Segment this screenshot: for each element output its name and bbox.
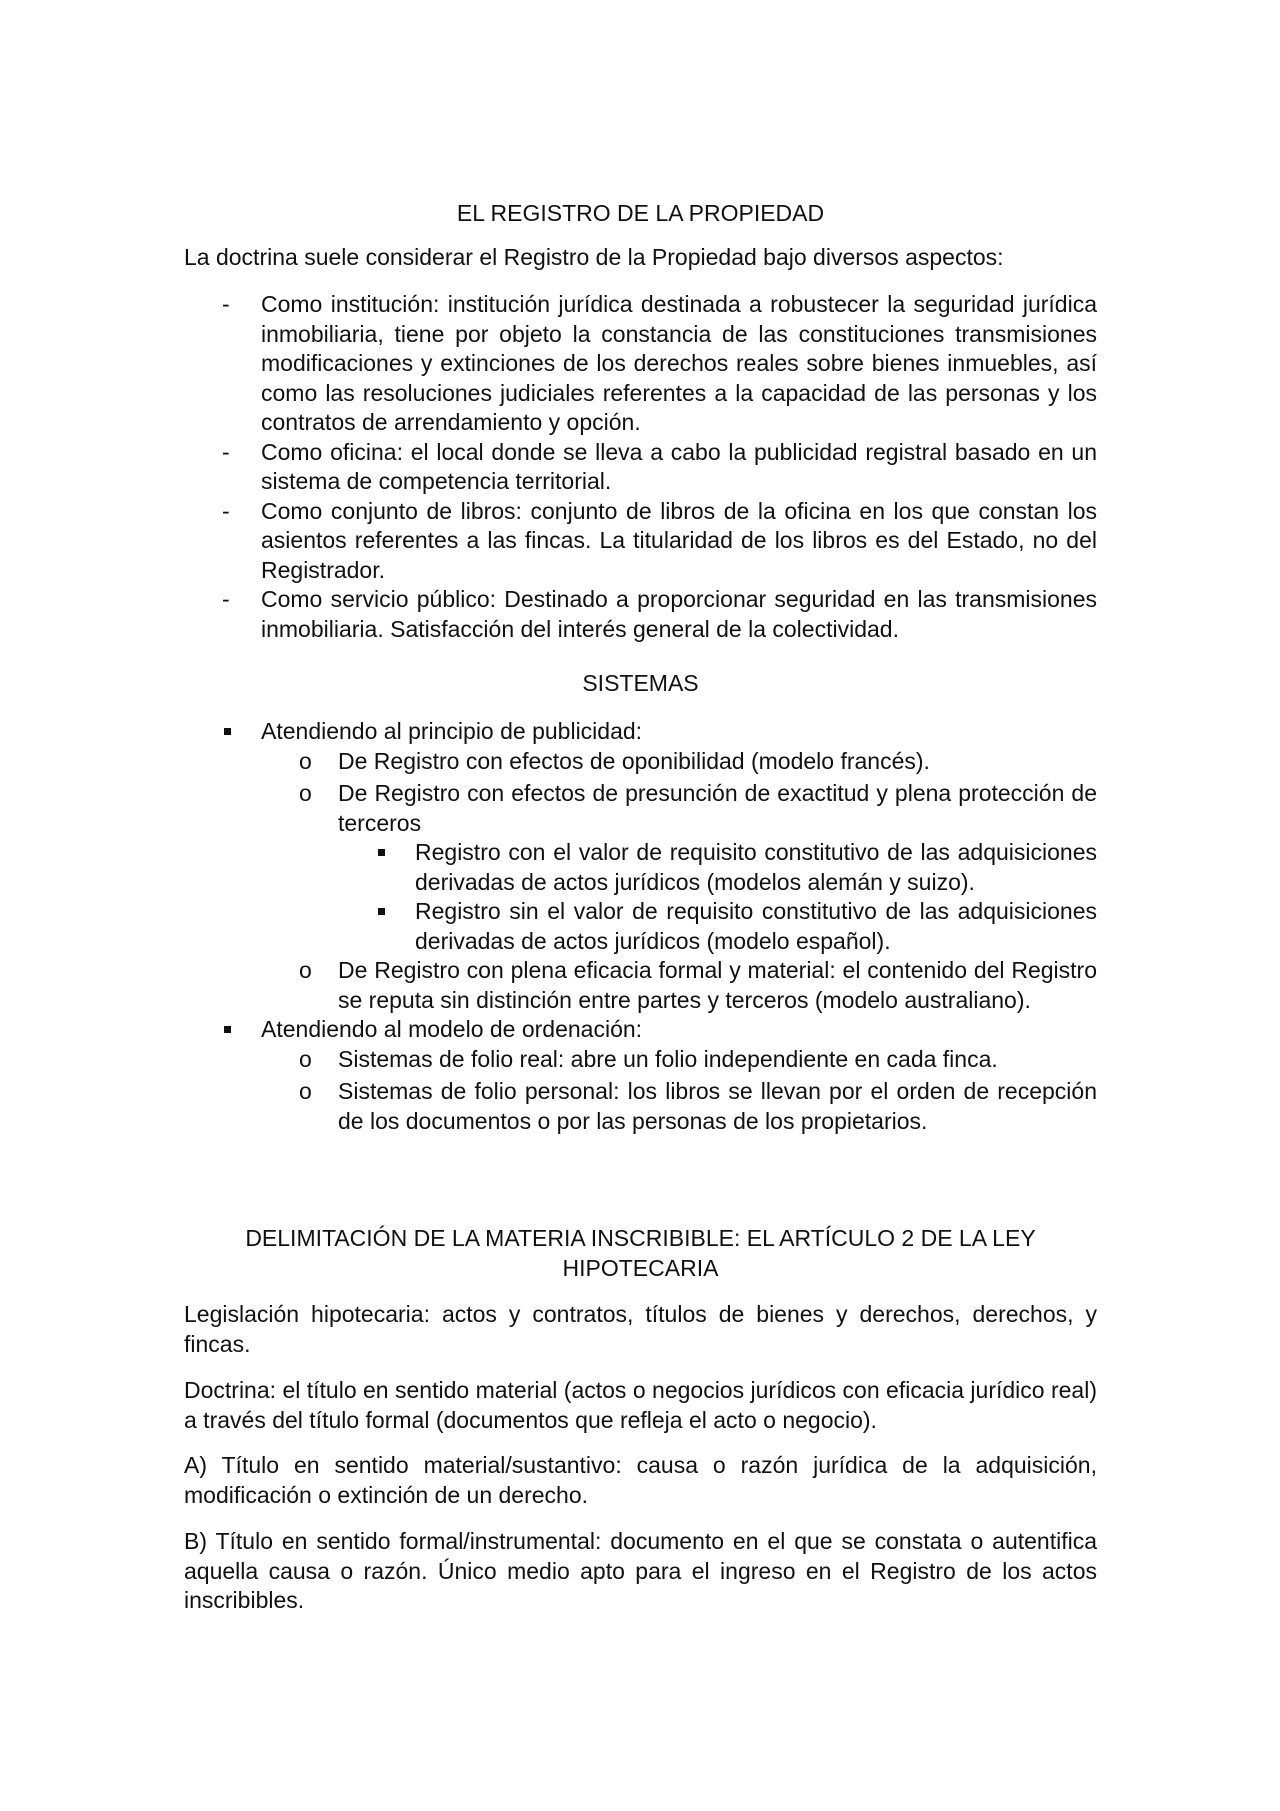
list-item xyxy=(261,956,1097,1015)
list-item xyxy=(261,779,1097,956)
paragraph-titulo-formal: B) Título en sentido formal/instrumental: documento en el que se constata o autentifica aquella causa o razón. Único medio apto para el ingreso en el Registro de los actos inscribibles. xyxy=(184,1528,1097,1613)
circle-marker: o xyxy=(299,747,312,774)
heading-line: DELIMITACIÓN DE LA MATERIA INSCRIBIBLE: EL ARTÍCULO 2 DE LA LEY xyxy=(245,1225,1036,1251)
circle-marker: o xyxy=(299,957,312,983)
list-item xyxy=(184,438,1097,497)
list-item-text: De Registro con plena eficacia formal y material: el contenido del Registro se reputa sin distinción entre partes y terceros (modelo australiano). xyxy=(338,957,1097,1013)
list-item-text: Como institución: institución jurídica destinada a robustecer la seguridad jurídica inmobiliaria, tiene por objeto la constancia de las constituciones transmisiones modificaciones y extinciones de los derechos reales sobre bienes inmuebles, así como las resoluciones judiciales referentes a la capacidad de las personas y los contratos de arrendamiento y opción. xyxy=(261,291,1097,435)
list-item-text: Como conjunto de libros: conjunto de libros de la oficina en los que constan los asientos referentes a las fincas. La titularidad de los libros es del Estado, no del Registrador. xyxy=(261,497,1097,583)
page-title: EL REGISTRO DE LA PROPIEDAD xyxy=(456,200,825,226)
list-item-text: Sistemas de folio real: abre un folio independiente en cada finca. xyxy=(338,1045,998,1072)
list-item-text: Atendiendo al principio de publicidad: xyxy=(261,718,643,744)
list-item xyxy=(261,747,1097,777)
list-item xyxy=(184,290,1097,438)
list-item-text: Sistemas de folio personal: los libros se llevan por el orden de recepción de los documentos o por las personas de los propietarios. xyxy=(338,1078,1097,1134)
dash-marker: - xyxy=(222,291,230,317)
circle-marker: o xyxy=(299,1078,312,1104)
square-bullet-icon xyxy=(378,908,385,915)
list-item xyxy=(184,717,1097,1015)
intro-paragraph: La doctrina suele considerar el Registro de la Propiedad bajo diversos aspectos: xyxy=(184,244,1004,270)
sublist xyxy=(261,747,1097,1016)
list-item xyxy=(184,497,1097,586)
square-bullet-icon xyxy=(224,1026,231,1033)
list-item xyxy=(184,585,1097,644)
list-item-text: De Registro con efectos de oponibilidad (modelo francés). xyxy=(338,747,930,774)
dash-marker: - xyxy=(222,497,230,524)
sistemas-list xyxy=(184,717,1097,1136)
square-bullet-icon xyxy=(378,849,385,856)
list-item-text: Como servicio público: Destinado a proporcionar seguridad en las transmisiones inmobiliaria. Satisfacción del interés general de la colectividad. xyxy=(261,586,1097,642)
dash-marker: - xyxy=(222,438,230,465)
sublist xyxy=(261,1045,1097,1137)
section-heading-delimitacion xyxy=(184,1224,1097,1283)
list-item-text: Como oficina: el local donde se lleva a cabo la publicidad registral basado en un sistema de competencia territorial. xyxy=(261,438,1097,494)
list-item xyxy=(338,838,1097,897)
paragraph-doctrina: Doctrina: el título en sentido material (actos o negocios jurídicos con eficacia jurídico real) a través del título formal (documentos que refleja el acto o negocio). xyxy=(184,1377,1097,1433)
aspects-list xyxy=(184,290,1097,644)
list-item-text: De Registro con efectos de presunción de exactitud y plena protección de terceros xyxy=(338,780,1097,836)
list-item-text: Registro sin el valor de requisito constitutivo de las adquisiciones derivadas de actos jurídicos (modelo español). xyxy=(415,898,1097,954)
square-bullet-icon xyxy=(224,728,231,735)
paragraph-titulo-material: A) Título en sentido material/sustantivo: causa o razón jurídica de la adquisición, modificación o extinción de un derecho. xyxy=(184,1452,1097,1508)
list-item xyxy=(261,1045,1097,1075)
list-item-text: Atendiendo al modelo de ordenación: xyxy=(261,1016,643,1042)
list-item xyxy=(261,1077,1097,1136)
paragraph-legislacion: Legislación hipotecaria: actos y contratos, títulos de bienes y derechos, derechos, y fincas. xyxy=(184,1301,1097,1357)
list-item xyxy=(184,1015,1097,1136)
section-heading-sistemas: SISTEMAS xyxy=(582,670,699,696)
dash-marker: - xyxy=(222,586,230,612)
sub-sublist xyxy=(338,838,1097,956)
list-item-text: Registro con el valor de requisito constitutivo de las adquisiciones derivadas de actos jurídicos (modelos alemán y suizo). xyxy=(415,839,1097,895)
heading-line: HIPOTECARIA xyxy=(562,1254,719,1281)
circle-marker: o xyxy=(299,780,312,806)
circle-marker: o xyxy=(299,1045,312,1072)
list-item xyxy=(338,897,1097,956)
